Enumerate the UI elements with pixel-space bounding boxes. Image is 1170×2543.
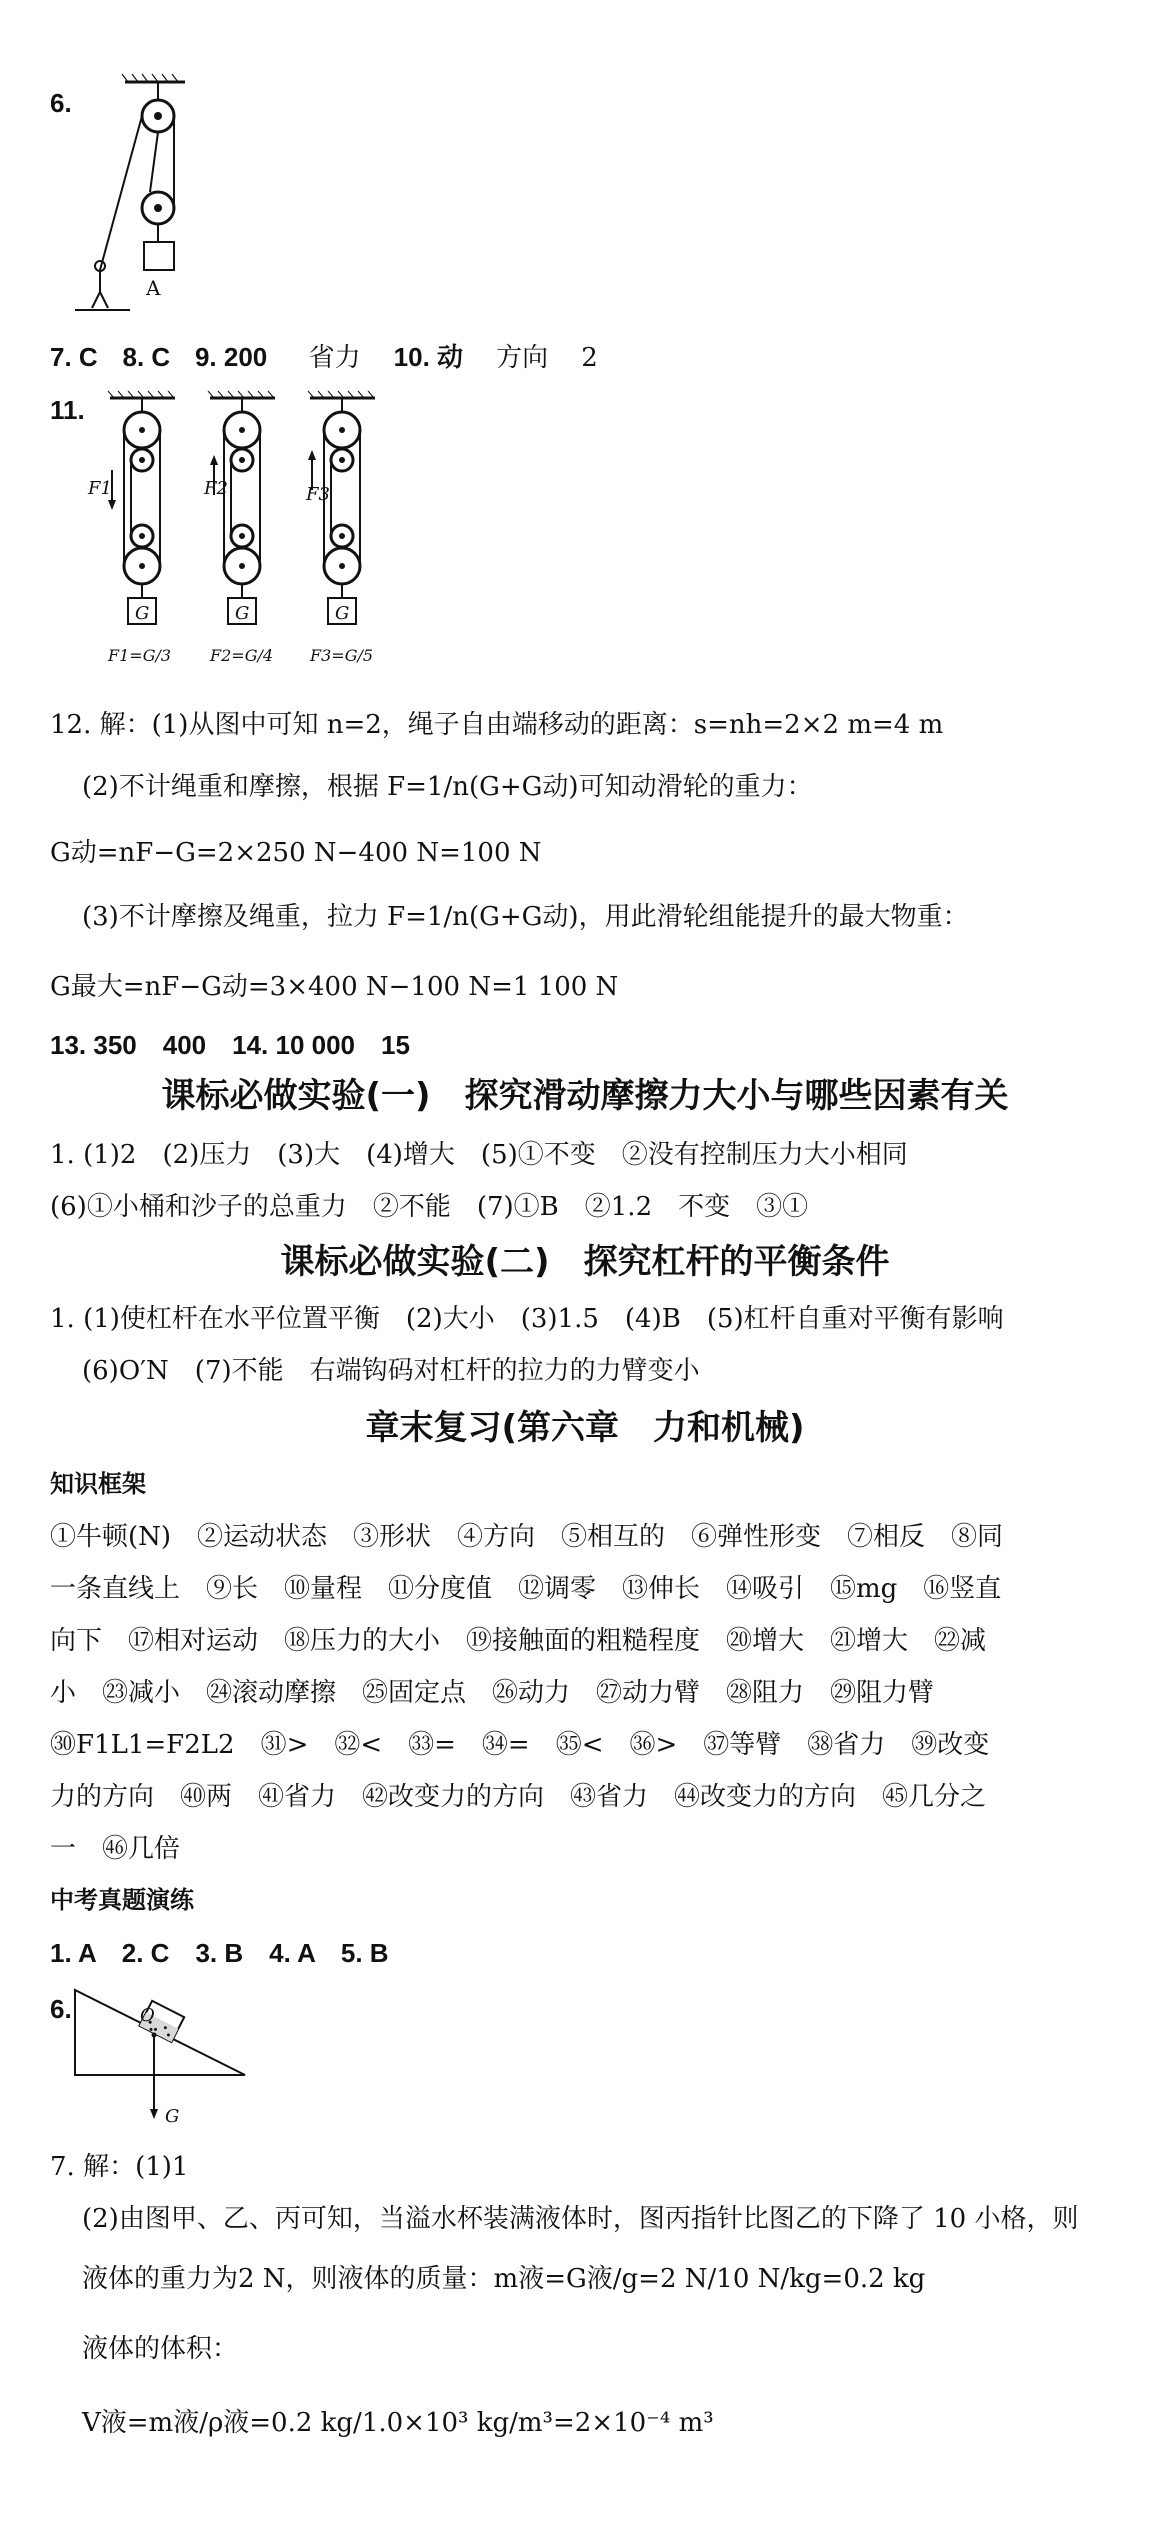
q11-formula-2: F2=G/4 xyxy=(210,646,274,665)
heading-chapter-review: 章末复习(第六章 力和机械) xyxy=(365,1408,805,1448)
framework-line-1: ①牛顿(N) ②运动状态 ③形状 ④方向 ⑤相互的 ⑥弹性形变 ⑦相反 ⑧同 xyxy=(50,1522,1004,1552)
q12-line-4: (3)不计摩擦及绳重，拉力 F=1/n(G+G动)，用此滑轮组能提升的最大物重： xyxy=(82,902,969,932)
q12-line-5: G最大=nF−G动=3×400 N−100 N=1 100 N xyxy=(50,972,619,1002)
q11-figure-1 xyxy=(100,390,180,630)
q11-block-1: G xyxy=(135,603,150,624)
q6-pulley-figure xyxy=(70,70,200,320)
exp1-line-2: (6)①小桶和沙子的总重力 ②不能 (7)①B ②1.2 不变 ③① xyxy=(50,1192,809,1222)
q11-label: 11. xyxy=(50,395,85,425)
subheading-framework: 知识框架 xyxy=(50,1470,146,1498)
q11-formula-3: F3=G/5 xyxy=(310,646,374,665)
answers-7-10: 7. C 8. C 9. 200 省力 10. 动 方向 2 xyxy=(50,342,598,373)
q11-figure-3 xyxy=(300,390,380,630)
framework-line-7: 一 ㊻几倍 xyxy=(50,1834,181,1864)
q11-force-2: F2 xyxy=(204,478,228,499)
exp1-line-1: 1. (1)2 (2)压力 (3)大 (4)增大 (5)①不变 ②没有控制压力大小相同 xyxy=(50,1140,908,1170)
framework-line-3: 向下 ⑰相对运动 ⑱压力的大小 ⑲接触面的粗糙程度 ⑳增大 ㉑增大 ㉒减 xyxy=(50,1626,987,1656)
exam-answers-1-5: 1. A 2. C 3. B 4. A 5. B xyxy=(50,1938,389,1968)
q6-block-label: A xyxy=(146,276,161,300)
heading-experiment-2: 课标必做实验(二) 探究杠杆的平衡条件 xyxy=(280,1242,890,1282)
exam-q6-label-g: G xyxy=(165,2106,180,2127)
q7-line-1: 7. 解：(1)1 xyxy=(50,2152,189,2182)
exp2-line-1: 1. (1)使杠杆在水平位置平衡 (2)大小 (3)1.5 (4)B (5)杠杆自重对平衡有影响 xyxy=(50,1304,1004,1334)
q7-line-2: (2)由图甲、乙、丙可知，当溢水杯装满液体时，图丙指针比图乙的下降了 10 小格，则 xyxy=(82,2204,1079,2234)
q7-line-5: V液=m液/ρ液=0.2 kg/1.0×10³ kg/m³=2×10⁻⁴ m³ xyxy=(82,2408,714,2438)
q11-force-3: F3 xyxy=(306,484,330,505)
framework-line-6: 力的方向 ㊵两 ㊶省力 ㊷改变力的方向 ㊸省力 ㊹改变力的方向 ㊺几分之 xyxy=(50,1782,987,1812)
framework-line-2: 一条直线上 ⑨长 ⑩量程 ⑪分度值 ⑫调零 ⑬伸长 ⑭吸引 ⑮mg ⑯竖直 xyxy=(50,1574,1002,1604)
q11-block-3: G xyxy=(335,603,350,624)
answers-13-14: 13. 350 400 14. 10 000 15 xyxy=(50,1030,410,1060)
framework-line-4: 小 ㉓减小 ㉔滚动摩擦 ㉕固定点 ㉖动力 ㉗动力臂 ㉘阻力 ㉙阻力臂 xyxy=(50,1678,935,1708)
q11-force-1: F1 xyxy=(88,478,112,499)
exam-q6-label: 6. xyxy=(50,1994,72,2024)
q12-line-1: 12. 解：(1)从图中可知 n=2，绳子自由端移动的距离：s=nh=2×2 m=4 m xyxy=(50,710,944,740)
exam-q6-label-o: O xyxy=(140,2005,155,2026)
q11-block-2: G xyxy=(235,603,250,624)
q12-line-2: (2)不计绳重和摩擦，根据 F=1/n(G+G动)可知动滑轮的重力： xyxy=(82,772,813,802)
q11-figure-2 xyxy=(200,390,280,630)
subheading-exam-practice: 中考真题演练 xyxy=(50,1886,194,1914)
q7-line-4: 液体的体积： xyxy=(82,2334,239,2364)
q6-label: 6. xyxy=(50,88,72,118)
q12-line-3: G动=nF−G=2×250 N−400 N=100 N xyxy=(50,838,542,868)
framework-line-5: ㉚F1L1=F2L2 ㉛> ㉜< ㉝= ㉞= ㉟< ㊱> ㊲等臂 ㊳省力 ㊴改变 xyxy=(50,1730,990,1760)
q11-formula-1: F1=G/3 xyxy=(108,646,172,665)
heading-experiment-1: 课标必做实验(一) 探究滑动摩擦力大小与哪些因素有关 xyxy=(161,1076,1009,1116)
exp2-line-2: (6)O′N (7)不能 右端钩码对杠杆的拉力的力臂变小 xyxy=(82,1356,700,1386)
q7-line-3: 液体的重力为2 N，则液体的质量：m液=G液/g=2 N/10 N/kg=0.2 kg xyxy=(82,2264,926,2294)
